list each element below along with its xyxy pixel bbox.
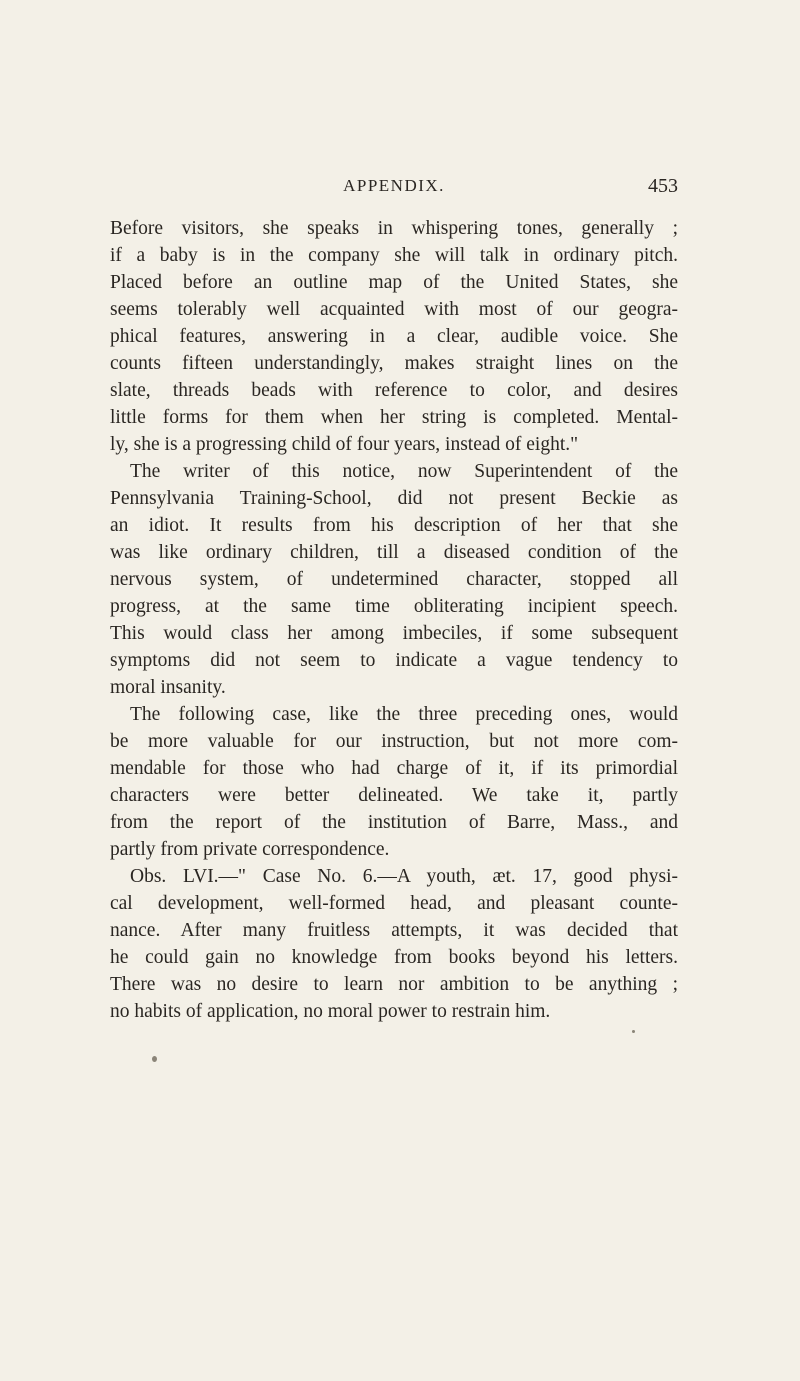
- text-line: The writer of this notice, now Superintendent of the: [130, 461, 678, 482]
- text-line: phical features, answering in a clear, audible voice. She: [110, 326, 678, 347]
- text-line: partly from private correspondence.: [110, 839, 390, 860]
- text-line: moral insanity.: [110, 677, 226, 698]
- text-line: an idiot. It results from his description of her that she: [110, 515, 678, 536]
- text-line: little forms for them when her string is completed. Mental-: [110, 407, 678, 428]
- text-line: The following case, like the three preceding ones, would: [130, 704, 678, 725]
- text-line: Placed before an outline map of the United States, she: [110, 272, 678, 293]
- running-head: [110, 173, 678, 199]
- text-line: was like ordinary children, till a diseased condition of the: [110, 542, 678, 563]
- ink-speck: [152, 1056, 157, 1062]
- text-line: from the report of the institution of Barre, Mass., and: [110, 812, 678, 833]
- text-line: characters were better delineated. We take it, partly: [110, 785, 678, 806]
- text-line: if a baby is in the company she will talk in ordinary pitch.: [110, 245, 678, 266]
- text-line: Pennsylvania Training-School, did not present Beckie as: [110, 488, 678, 509]
- text-line: Obs. LVI.—" Case No. 6.—A youth, æt. 17, good physi-: [130, 866, 678, 887]
- text-line: progress, at the same time obliterating incipient speech.: [110, 596, 678, 617]
- text-line: seems tolerably well acquainted with most of our geogra-: [110, 299, 678, 320]
- text-line: This would class her among imbeciles, if some subsequent: [110, 623, 678, 644]
- text-line: slate, threads beads with reference to color, and desires: [110, 380, 678, 401]
- page-number: 453: [648, 175, 678, 197]
- text-line: cal development, well-formed head, and pleasant counte-: [110, 893, 678, 914]
- ink-speck: [632, 1030, 635, 1033]
- running-title: APPENDIX.: [343, 176, 445, 195]
- text-line: nance. After many fruitless attempts, it was decided that: [110, 920, 678, 941]
- text-line: ly, she is a progressing child of four years, instead of eight.": [110, 434, 579, 455]
- text-line: he could gain no knowledge from books beyond his letters.: [110, 947, 678, 968]
- text-line: mendable for those who had charge of it, if its primordial: [110, 758, 678, 779]
- body-text: [110, 215, 678, 1025]
- text-line: be more valuable for our instruction, but not more com-: [110, 731, 678, 752]
- text-line: Before visitors, she speaks in whispering tones, generally ;: [110, 218, 678, 239]
- text-line: symptoms did not seem to indicate a vague tendency to: [110, 650, 678, 671]
- text-line: There was no desire to learn nor ambition to be anything ;: [110, 974, 678, 995]
- text-line: counts fifteen understandingly, makes straight lines on the: [110, 353, 678, 374]
- text-line: nervous system, of undetermined character, stopped all: [110, 569, 678, 590]
- text-line: no habits of application, no moral power to restrain him.: [110, 1001, 551, 1022]
